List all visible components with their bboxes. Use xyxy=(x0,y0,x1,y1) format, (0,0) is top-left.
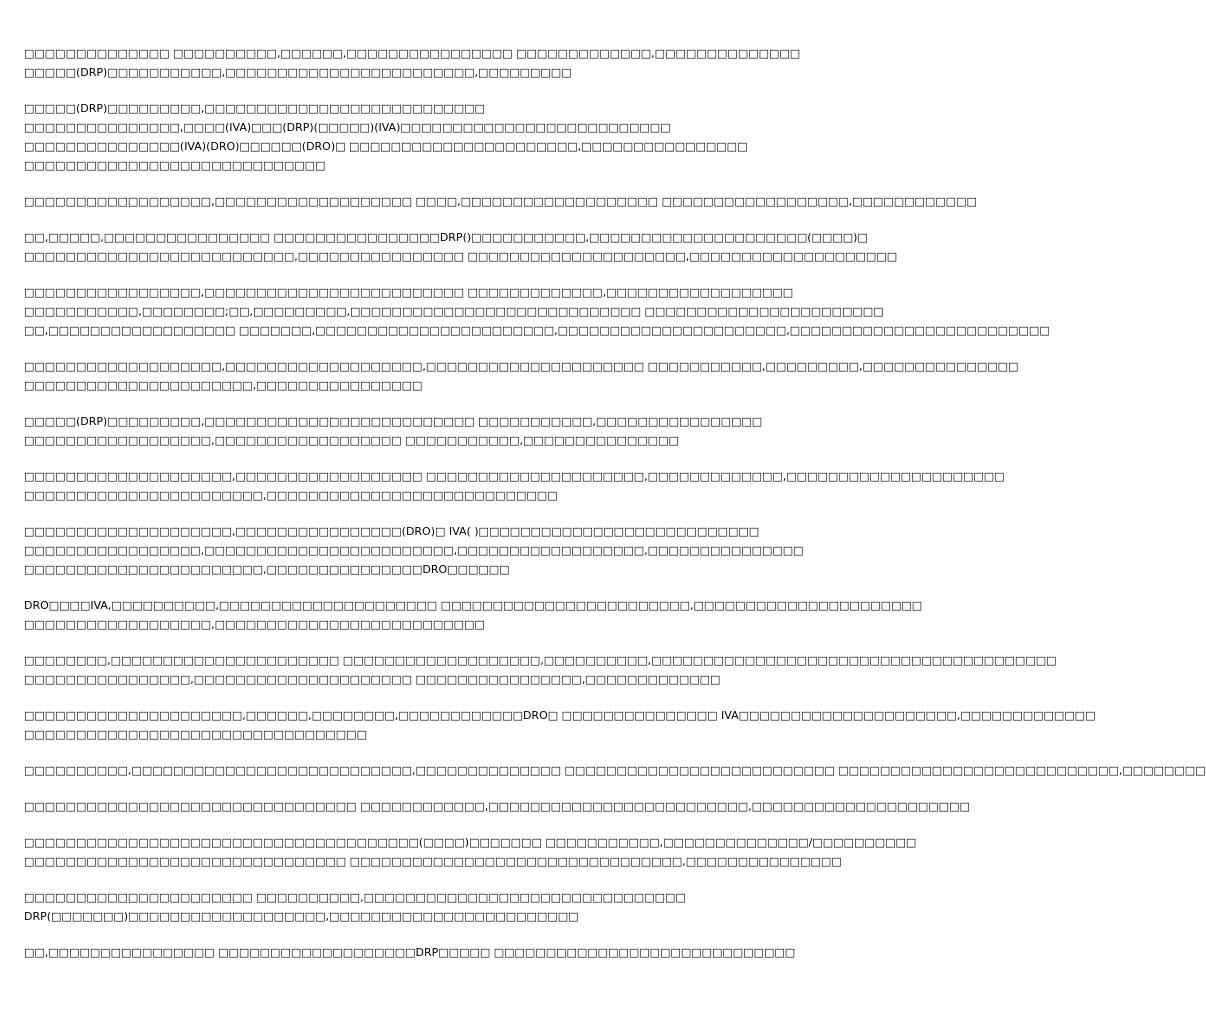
text-line: □□□□□□□□□□□□□□□□□□□□□□,□□□□□□□□□□□□□□□□ xyxy=(24,379,423,392)
text-line: □□□□□□□□□□□□□□□□□□□□,□□□□□□□□□□□□□□□□□□ □□□□□□□□□□□□□□□□□□□□□,□□□□□□□□□□□□□,□□□□□□□□□□□□□□□□□□□□□ xyxy=(24,470,1005,483)
paragraph xyxy=(24,596,923,634)
text-line: DRO□□□□IVA,□□□□□□□□□□,□□□□□□□□□□□□□□□□□□□□□ □□□□□□□□□□□□□□□□□□□□□□□□,□□□□□□□□□□□□□□□□□□□□□□ xyxy=(24,599,923,612)
text-line: DRP(□□□□□□□)□□□□□□□□□□□□□□□□□□□,□□□□□□□□□□□□□□□□□□□□□□□□ xyxy=(24,910,579,923)
text-line: □□□□□□□□□□□□□□□□□□□□□,□□□□□□,□□□□□□□□,□□□□□□□□□□□□DRO□ □□□□□□□□□□□□□□□ IVA□□□□□□□□□□□□□□□□□□□□□,□□□□□□□□□□□□□ xyxy=(24,709,1096,722)
text-line: □□□□□□□□□□□□□□□□□□□□□□□□□□□□□ xyxy=(24,159,326,172)
document-body xyxy=(24,44,1206,979)
text-line: □□□□□(DRP)□□□□□□□□□□□,□□□□□□□□□□□□□□□□□□□□□□□□,□□□□□□□□□ xyxy=(24,66,572,79)
paragraph xyxy=(24,99,748,175)
text-line: □□□□□□□□□□□□□□□□□□,□□□□□□□□□□□□□□□□□□□ □□□□,□□□□□□□□□□□□□□□□□□□ □□□□□□□□□□□□□□□□□□,□□□□□□□□□□□□ xyxy=(24,195,977,208)
paragraph xyxy=(24,44,801,82)
text-line: □□□□□□□□□□□□□□□□□□□□□□□,□□□□□□□□□□□□□□□□□□□□□□□□□□□□ xyxy=(24,489,558,502)
text-line: □□□□□□□□□□□□□□□□□□□□,□□□□□□□□□□□□□□□□(DRO)□ IVA( )□□□□□□□□□□□□□□□□□□□□□□□□□□□ xyxy=(24,525,760,538)
paragraph xyxy=(24,943,796,962)
paragraph xyxy=(24,283,1050,340)
text-line: □□,□□□□□,□□□□□□□□□□□□□□□□ □□□□□□□□□□□□□□□□DRP()□□□□□□□□□□□,□□□□□□□□□□□□□□□□□□□□□(□□□□)□ xyxy=(24,231,868,244)
text-line: □□□□□□□□□□□□□□□□□□□□□□□□□□□□□□□ □□□□□□□□□□□□□□□□□□□□□□□□□□□□□□□□,□□□□□□□□□□□□□□□ xyxy=(24,855,842,868)
paragraph xyxy=(24,651,1057,689)
paragraph xyxy=(24,522,804,579)
text-line: □□□□□□□□□□□□□□□□,□□□□□□□□□□□□□□□□□□□□□ □□□□□□□□□□□□□□□□,□□□□□□□□□□□□□ xyxy=(24,673,721,686)
text-line: □□□□□□□□,□□□□□□□□□□□□□□□□□□□□□□ □□□□□□□□□□□□□□□□□□□,□□□□□□□□□□,□□□□□□□□□□□□□□□□□□□□□□□□□□□□□□□□□□□□□□□ xyxy=(24,654,1057,667)
text-line: □□□□□□□□□□□□□□□□□,□□□□□□□□□□□□□□□□□□□□□□□□,□□□□□□□□□□□□□□□□□□,□□□□□□□□□□□□□□□ xyxy=(24,544,804,557)
text-line: □□□□□(DRP)□□□□□□□□□,□□□□□□□□□□□□□□□□□□□□□□□□□□ □□□□□□□□□□□,□□□□□□□□□□□□□□□□ xyxy=(24,415,763,428)
paragraph xyxy=(24,833,917,871)
text-line: □□□□□□□□□□□□□□□□□□□□□□ □□□□□□□□□□,□□□□□□□□□□□□□□□□□□□□□□□□□□□□□□□ xyxy=(24,891,686,904)
text-line: □□□□□□□□□□□□□□□□□□□□□□□,□□□□□□□□□□□□□□□DRO□□□□□□ xyxy=(24,563,510,576)
text-line: □□□□□□□□□□□□□□□□□,□□□□□□□□□□□□□□□□□□□□□□□□□ □□□□□□□□□□□□□,□□□□□□□□□□□□□□□□□□ xyxy=(24,286,794,299)
text-line: □□□□□□□□□□□□□□□□□□□,□□□□□□□□□□□□□□□□□□□,□□□□□□□□□□□□□□□□□□□□□ □□□□□□□□□□□,□□□□□□□□□,□□□□□□□□□□□□□□□ xyxy=(24,360,1019,373)
text-line: □□,□□□□□□□□□□□□□□□□□□ □□□□□□□,□□□□□□□□□□□□□□□□□□□□□□□,□□□□□□□□□□□□□□□□□□□□□□,□□□□□□□□□□□□□□□□□□□□□□□□□ xyxy=(24,324,1050,337)
paragraph xyxy=(24,797,970,816)
text-line: □□□□□□□□□□□□□□□□□□□□□□□□□□□□□□□□□ xyxy=(24,728,367,741)
paragraph xyxy=(24,357,1019,395)
paragraph xyxy=(24,888,704,926)
text-line: □□□□□□□□□□,□□□□□□□□□□□□□□□□□□□□□□□□□□□,□□□□□□□□□□□□□□ □□□□□□□□□□□□□□□□□□□□□□□□□□ □□□□□□□□□□□□□□□□□□□□□□□□□□□,□□□□□□□□ xyxy=(24,764,1206,777)
text-line: □□□□□□□□□□□,□□□□□□□□;□□,□□□□□□□□□,□□□□□□□□□□□□□□□□□□□□□□□□□□□□ □□□□□□□□□□□□□□□□□□□□□□□ xyxy=(24,305,884,318)
paragraph xyxy=(24,467,1005,505)
paragraph xyxy=(24,412,763,450)
text-line: □□□□□□□□□□□□□□□□□□□□□□□□□□□□□□□□□□□□□□(□□□□)□□□□□□□ □□□□□□□□□□□,□□□□□□□□□□□□□□/□□□□□□□□□□ xyxy=(24,836,917,849)
text-line: □□□□□□□□□□□□□□□,□□□□(IVA)□□□(DRP)(□□□□□)(IVA)□□□□□□□□□□□□□□□□□□□□□□□□□□ xyxy=(24,121,671,134)
paragraph xyxy=(24,192,977,211)
paragraph xyxy=(24,761,1206,780)
text-line: □□□□□□□□□□□□□□□□□□,□□□□□□□□□□□□□□□□□□ □□□□□□□□□□□,□□□□□□□□□□□□□□□ xyxy=(24,434,679,447)
text-line: □□□□□(DRP)□□□□□□□□□,□□□□□□□□□□□□□□□□□□□□□□□□□□□ xyxy=(24,102,485,115)
paragraph xyxy=(24,706,1096,744)
paragraph xyxy=(24,228,898,266)
text-line: □□□□□□□□□□□□□□ □□□□□□□□□□,□□□□□□,□□□□□□□□□□□□□□□□ □□□□□□□□□□□□□,□□□□□□□□□□□□□□ xyxy=(24,47,801,60)
text-line: □□,□□□□□□□□□□□□□□□□ □□□□□□□□□□□□□□□□□□□DRP□□□□□ □□□□□□□□□□□□□□□□□□□□□□□□□□□□□ xyxy=(24,946,796,959)
text-line: □□□□□□□□□□□□□□□□□□,□□□□□□□□□□□□□□□□□□□□□□□□□□ xyxy=(24,618,485,631)
text-line: □□□□□□□□□□□□□□□(IVA)(DRO)□□□□□□(DRO)□ □□□□□□□□□□□□□□□□□□□□□□,□□□□□□□□□□□□□□□□ xyxy=(24,140,748,153)
text-line: □□□□□□□□□□□□□□□□□□□□□□□□□□,□□□□□□□□□□□□□□□□ □□□□□□□□□□□□□□□□□□□□□,□□□□□□□□□□□□□□□□□□□□ xyxy=(24,250,898,263)
text-line: □□□□□□□□□□□□□□□□□□□□□□□□□□□□□□□□ □□□□□□□□□□□□,□□□□□□□□□□□□□□□□□□□□□□□□□,□□□□□□□□□□□□□□□□□□□□□ xyxy=(24,800,970,813)
